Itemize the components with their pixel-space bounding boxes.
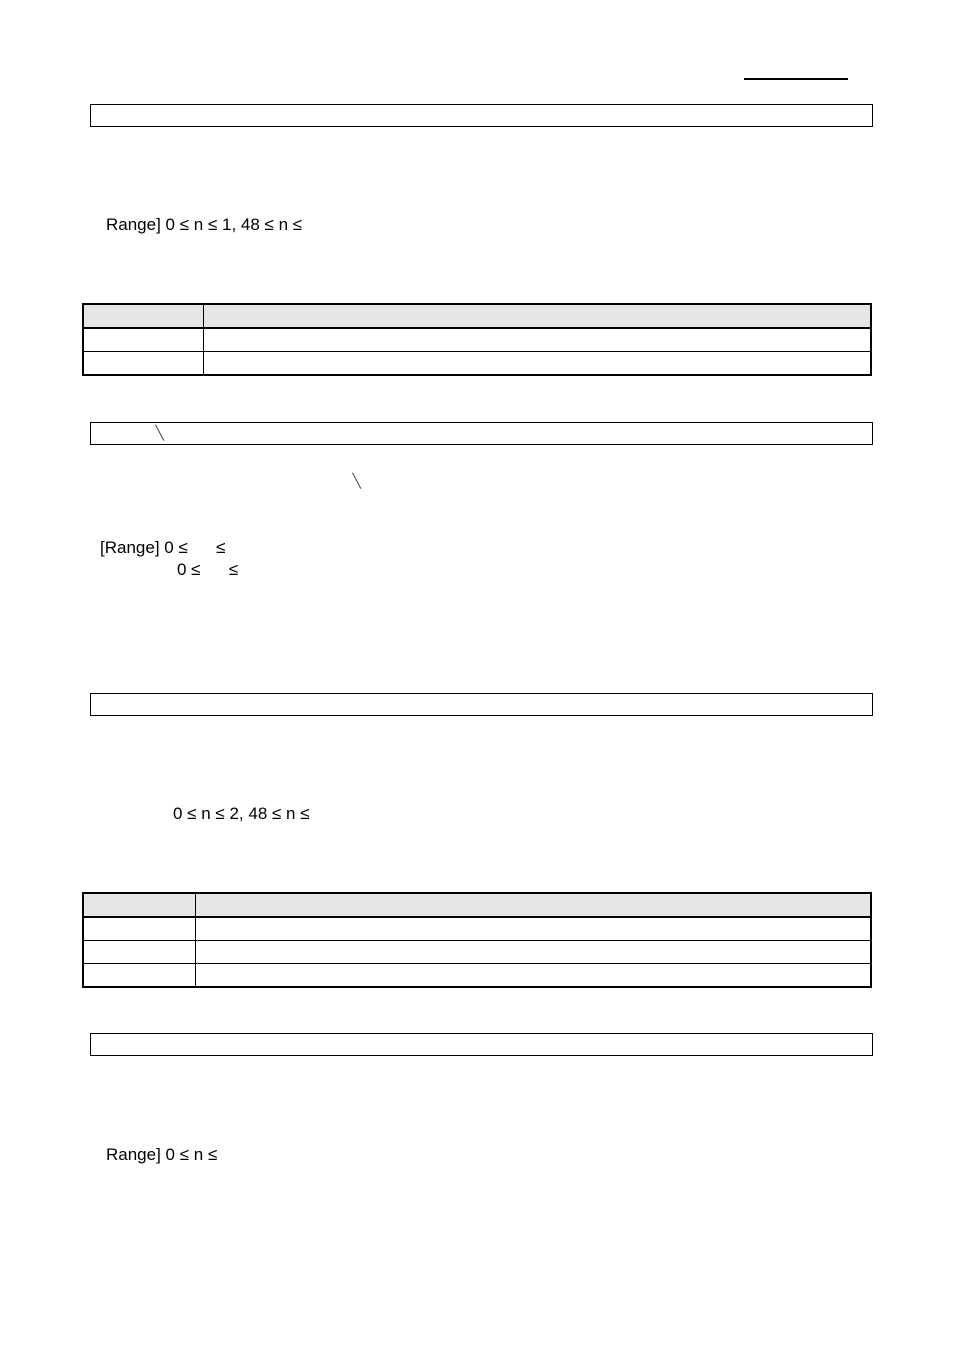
range-text-1: Range] 0 ≤ n ≤ 1, 48 ≤ n ≤ (106, 215, 303, 234)
table-cell (195, 941, 871, 964)
table-row (83, 328, 871, 352)
table-row (83, 941, 871, 964)
table-row (83, 917, 871, 941)
table-header-row (83, 304, 871, 328)
header-rule (744, 78, 848, 80)
table-row (83, 964, 871, 988)
parameter-table-1 (82, 303, 872, 376)
range-text-4: Range] 0 ≤ n ≤ (106, 1145, 218, 1164)
command-box-3 (90, 693, 873, 716)
table-cell (83, 328, 203, 352)
table-cell (83, 941, 195, 964)
parameter-table-2 (82, 892, 872, 988)
range-text-2b: 0 ≤ ≤ (177, 560, 239, 579)
range-text-2a: [Range] 0 ≤ ≤ (100, 538, 226, 557)
command-box-1 (90, 104, 873, 127)
command-box-4 (90, 1033, 873, 1056)
table-cell (83, 964, 195, 988)
table-cell (83, 352, 203, 376)
table-row (83, 352, 871, 376)
table-cell (195, 964, 871, 988)
table-header-row (83, 893, 871, 917)
table-cell (195, 917, 871, 941)
table-header-cell (83, 304, 203, 328)
backslash-glyph (352, 473, 361, 489)
table-header-cell (203, 304, 871, 328)
table-cell (203, 352, 871, 376)
table-header-cell (83, 893, 195, 917)
table-header-cell (195, 893, 871, 917)
command-box-2 (90, 422, 873, 445)
table-cell (83, 917, 195, 941)
table-cell (203, 328, 871, 352)
range-text-3: 0 ≤ n ≤ 2, 48 ≤ n ≤ (173, 804, 310, 823)
